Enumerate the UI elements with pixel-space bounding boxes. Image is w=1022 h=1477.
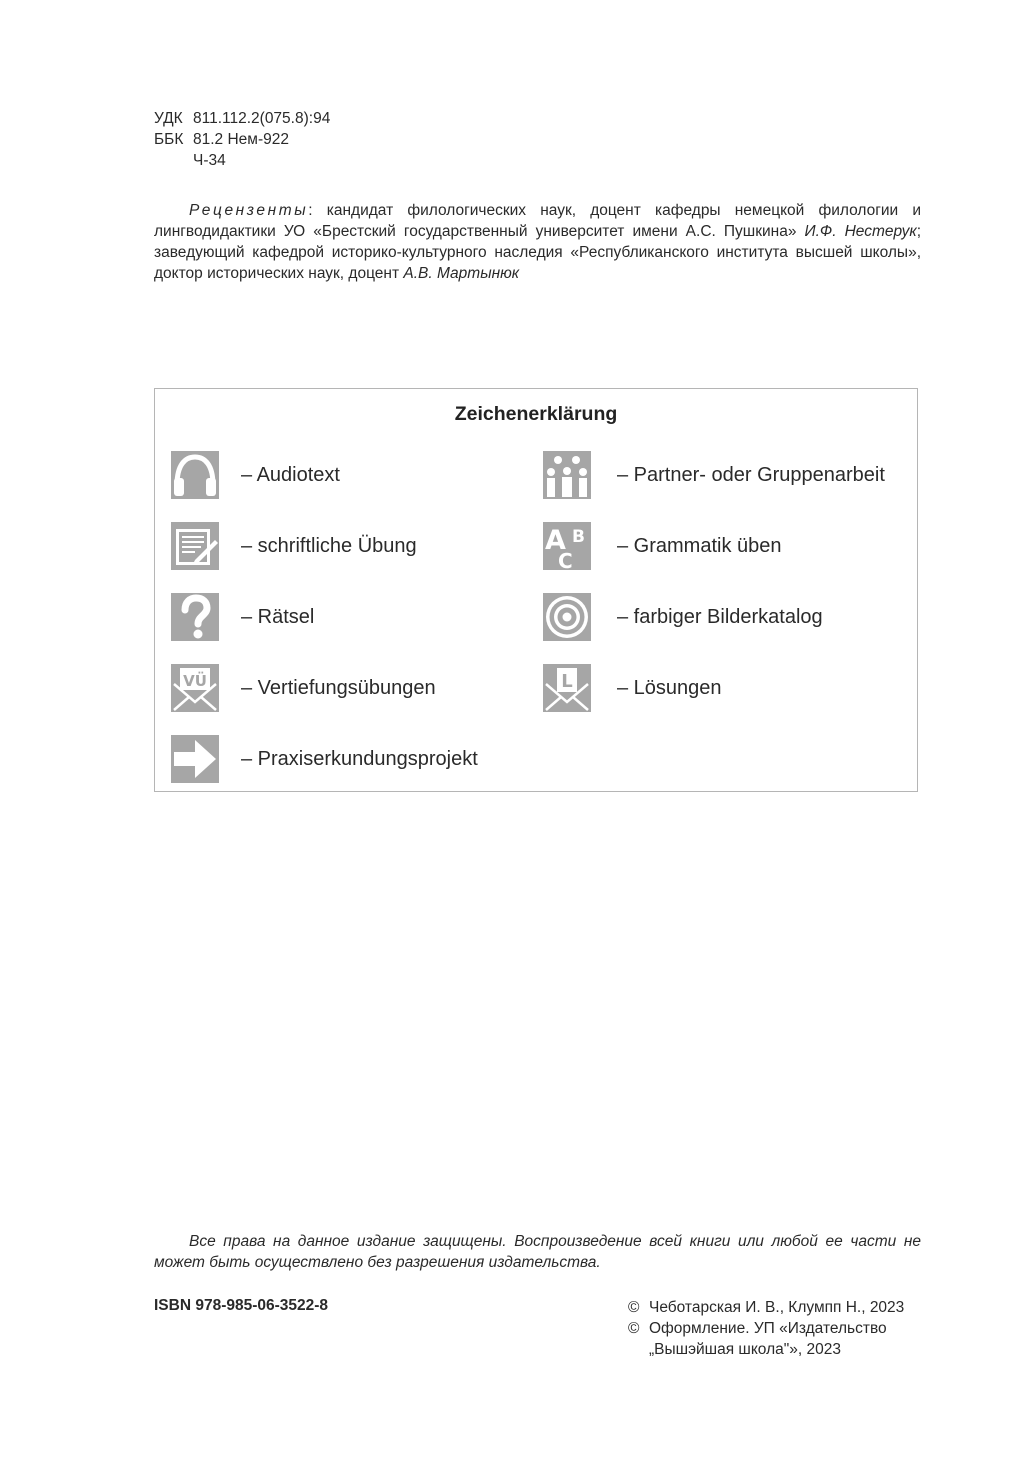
legend-label: – Rätsel: [241, 605, 315, 628]
vu-envelope-icon: [171, 664, 219, 712]
legend-item-picture-catalog: [543, 593, 823, 641]
copyright-line-3: „Вышэйшая школа"», 2023: [649, 1341, 841, 1358]
svg-text:B: B: [572, 527, 585, 547]
legend-item-grammar: [543, 522, 782, 570]
group-icon: [543, 451, 591, 499]
legend-label: – Audiotext: [241, 463, 340, 486]
reviewers-label: Рецензенты: [189, 202, 309, 219]
reviewer-name-2: А.В. Мартынюк: [403, 265, 520, 282]
reviewers-text-2: ; заведующий кафедрой историко-культурного наследия «Республиканского института высшей школы», доктор исторических наук, доцент: [154, 223, 921, 282]
udk-label: УДК: [154, 110, 183, 127]
legend-item-solutions: [543, 664, 722, 712]
copyright-line-2: Оформление. УП «Издательство: [649, 1320, 887, 1337]
legend-item-deepening-exercises: [171, 664, 436, 712]
legend-item-written-exercise: [171, 522, 417, 570]
legend-label: – schriftliche Übung: [241, 534, 417, 557]
bbk-label: ББК: [154, 131, 184, 148]
legend-label: – Lösungen: [617, 676, 722, 699]
svg-text:A: A: [545, 525, 566, 556]
legend-label: – Praxiserkundungsprojekt: [241, 747, 478, 770]
legend-label: – farbiger Bilderkatalog: [617, 605, 823, 628]
legend-label: – Partner- oder Gruppenarbeit: [617, 463, 885, 486]
legend-item-riddle: [171, 593, 314, 641]
legend-item-audiotext: [171, 451, 340, 499]
legend-label: – Vertiefungsübungen: [241, 676, 436, 699]
classification-block: [154, 108, 330, 171]
svg-text:L: L: [561, 671, 573, 692]
legend-label: – Grammatik üben: [617, 534, 782, 557]
isbn: ISBN 978-985-06-3522-8: [154, 1297, 329, 1314]
legend-item-practice-project: [171, 735, 478, 783]
question-icon: [171, 593, 219, 641]
headphones-icon: [171, 451, 219, 499]
copyright-symbol: ©: [628, 1320, 640, 1337]
reviewers-paragraph: [154, 200, 921, 284]
udk-value: 811.112.2(075.8):94: [193, 110, 331, 127]
symbol-legend: [154, 388, 918, 792]
rights-notice: Все права на данное издание защищены. Воспроизведение всей книги или любой ее части не может быть осуществлено без разрешения издательства.: [154, 1233, 921, 1271]
target-icon: [543, 593, 591, 641]
copyright-block: [628, 1297, 904, 1360]
legend-item-group-work: [543, 451, 885, 499]
reviewers-text-1: : кандидат филологических наук, доцент кафедры немецкой филологии и лингводидактики УО «Брестский государственный университет имени А.С. Пушкина»: [154, 202, 921, 240]
author-mark: Ч-34: [193, 152, 226, 169]
copyright-line-1: Чеботарская И. В., Клумпп Н., 2023: [649, 1299, 905, 1316]
copyright-symbol: ©: [628, 1299, 640, 1316]
abc-icon: [543, 522, 591, 570]
svg-text:VÜ: VÜ: [183, 672, 207, 690]
reviewer-name-1: И.Ф. Нестерук: [804, 223, 917, 240]
bbk-value: 81.2 Нем-922: [193, 131, 289, 148]
writing-icon: [171, 522, 219, 570]
svg-text:C: C: [558, 549, 573, 570]
arrow-right-icon: [171, 735, 219, 783]
l-envelope-icon: [543, 664, 591, 712]
legend-title: Zeichenerklärung: [454, 403, 618, 425]
